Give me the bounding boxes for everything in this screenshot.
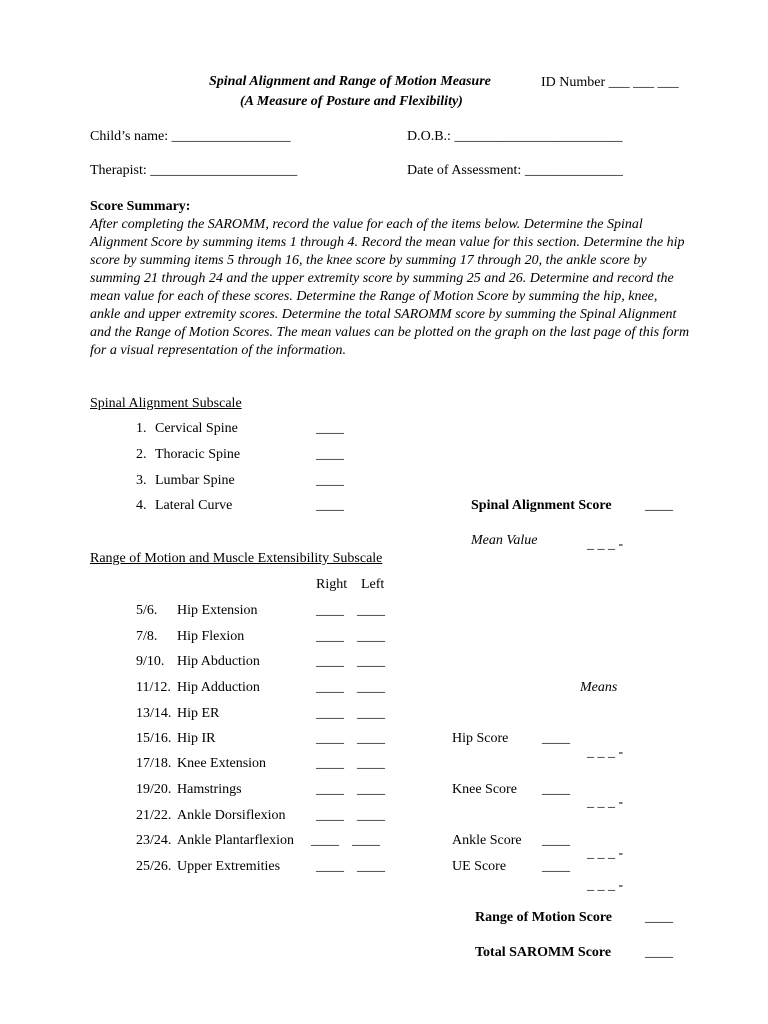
rom-item-num: 9/10. xyxy=(136,654,165,669)
rom-item-right-blank: ____ xyxy=(311,833,339,848)
knee-mean-blank: _ _ _ - xyxy=(587,795,624,810)
score-summary-heading: Score Summary: xyxy=(90,199,191,214)
rom-subscale-heading: Range of Motion and Muscle Extensibility Subscale xyxy=(90,551,383,566)
ankle-mean-blank: _ _ _ - xyxy=(587,846,624,861)
total-saromm-score-blank: ____ xyxy=(645,945,673,960)
rom-item-num: 15/16. xyxy=(136,731,172,746)
dob-field: D.O.B.: ________________________ xyxy=(407,129,623,144)
means-label: Means xyxy=(580,680,618,695)
ankle-score-label: Ankle Score xyxy=(452,833,522,848)
rom-item-num: 23/24. xyxy=(136,833,172,848)
spinal-item-label: Lateral Curve xyxy=(155,498,233,513)
spinal-item-label: Lumbar Spine xyxy=(155,473,235,488)
rom-item-left-blank: ____ xyxy=(357,731,385,746)
spinal-item-num: 2. xyxy=(136,447,147,462)
rom-item-left-blank: ____ xyxy=(357,654,385,669)
rom-item-left-blank: ____ xyxy=(357,629,385,644)
rom-item-label: Hip ER xyxy=(177,706,220,721)
rom-item-num: 17/18. xyxy=(136,756,172,771)
spinal-item-num: 4. xyxy=(136,498,147,513)
rom-item-label: Ankle Dorsiflexion xyxy=(177,808,286,823)
mean-value-label: Mean Value xyxy=(471,533,538,548)
rom-item-label: Hip Adduction xyxy=(177,680,260,695)
knee-score-label: Knee Score xyxy=(452,782,517,797)
rom-item-label: Hip Extension xyxy=(177,603,258,618)
rom-item-right-blank: ____ xyxy=(316,731,344,746)
rom-item-label: Ankle Plantarflexion xyxy=(177,833,295,848)
spinal-item-label: Cervical Spine xyxy=(155,421,238,436)
rom-item-label: Upper Extremities xyxy=(177,859,281,874)
rom-item-num: 13/14. xyxy=(136,706,172,721)
range-of-motion-score-label: Range of Motion Score xyxy=(475,910,612,925)
hip-score-label: Hip Score xyxy=(452,731,509,746)
spinal-item-num: 3. xyxy=(136,473,147,488)
rom-item-num: 25/26. xyxy=(136,859,172,874)
rom-item-right-blank: ____ xyxy=(316,603,344,618)
range-of-motion-score-blank: ____ xyxy=(645,910,673,925)
ankle-score-blank: ____ xyxy=(542,833,570,848)
rom-item-left-blank: ____ xyxy=(357,706,385,721)
rom-item-left-blank: ____ xyxy=(352,833,380,848)
therapist-field: Therapist: _____________________ xyxy=(90,163,298,178)
rom-item-right-blank: ____ xyxy=(316,680,344,695)
rom-item-num: 11/12. xyxy=(136,680,171,695)
rom-item-right-blank: ____ xyxy=(316,859,344,874)
ue-score-blank: ____ xyxy=(542,859,570,874)
spinal-item-blank: ____ xyxy=(316,447,344,462)
total-saromm-score-label: Total SAROMM Score xyxy=(475,945,612,960)
rom-item-num: 19/20. xyxy=(136,782,172,797)
score-summary-instructions: After completing the SAROMM, record the value for each of the items below. Determine the Spinal Alignment Score by summing items 1 through 4. Record the mean value for this section. Determine the hip score by summing items 5 through 16, the knee score by summing 17 through 20, the ankle score by summing 21 through 24 and the upper extremity score by summing 25 and 26. Determine and record the mean value for each of these scores. Determine the Range of Motion Score by summing the hip, knee, ankle and upper extremity scores. Determine the total SAROMM score by summing the Spinal Alignment and the Range of Motion Scores. The mean values can be plotted on the graph on the last page of this form for a visual representation of the information. xyxy=(90,217,690,358)
ue-score-label: UE Score xyxy=(452,859,507,874)
spinal-alignment-score-label: Spinal Alignment Score xyxy=(471,498,612,513)
rom-item-left-blank: ____ xyxy=(357,680,385,695)
child-name-field: Child’s name: _________________ xyxy=(90,129,291,144)
date-of-assessment-field: Date of Assessment: ______________ xyxy=(407,163,623,178)
spinal-alignment-score-blank: ____ xyxy=(645,498,673,513)
rom-item-label: Hip Abduction xyxy=(177,654,260,669)
spinal-subscale-heading: Spinal Alignment Subscale xyxy=(90,396,242,411)
form-title: Spinal Alignment and Range of Motion Measure xyxy=(209,74,491,89)
rom-item-right-blank: ____ xyxy=(316,756,344,771)
spinal-item-blank: ____ xyxy=(316,421,344,436)
rom-item-label: Knee Extension xyxy=(177,756,267,771)
ue-mean-blank: _ _ _ - xyxy=(587,878,624,893)
form-subtitle: (A Measure of Posture and Flexibility) xyxy=(240,94,463,109)
rom-item-left-blank: ____ xyxy=(357,808,385,823)
hip-score-blank: ____ xyxy=(542,731,570,746)
hip-mean-blank: _ _ _ - xyxy=(587,745,624,760)
mean-value-blank: _ _ _ - xyxy=(587,537,624,552)
rom-item-left-blank: ____ xyxy=(357,782,385,797)
id-number-field: ID Number ___ ___ ___ xyxy=(541,75,679,90)
rom-item-left-blank: ____ xyxy=(357,756,385,771)
rom-item-label: Hip Flexion xyxy=(177,629,245,644)
spinal-item-label: Thoracic Spine xyxy=(155,447,241,462)
rom-item-label: Hip IR xyxy=(177,731,216,746)
rom-item-num: 21/22. xyxy=(136,808,172,823)
column-header-left: Left xyxy=(361,577,385,592)
spinal-item-num: 1. xyxy=(136,421,147,436)
rom-item-label: Hamstrings xyxy=(177,782,242,797)
knee-score-blank: ____ xyxy=(542,782,570,797)
rom-item-right-blank: ____ xyxy=(316,808,344,823)
rom-item-left-blank: ____ xyxy=(357,859,385,874)
rom-item-num: 7/8. xyxy=(136,629,158,644)
rom-item-right-blank: ____ xyxy=(316,782,344,797)
rom-item-right-blank: ____ xyxy=(316,654,344,669)
spinal-item-blank: ____ xyxy=(316,498,344,513)
column-header-right: Right xyxy=(316,577,348,592)
rom-item-num: 5/6. xyxy=(136,603,158,618)
rom-item-right-blank: ____ xyxy=(316,706,344,721)
rom-item-right-blank: ____ xyxy=(316,629,344,644)
rom-item-left-blank: ____ xyxy=(357,603,385,618)
spinal-item-blank: ____ xyxy=(316,473,344,488)
